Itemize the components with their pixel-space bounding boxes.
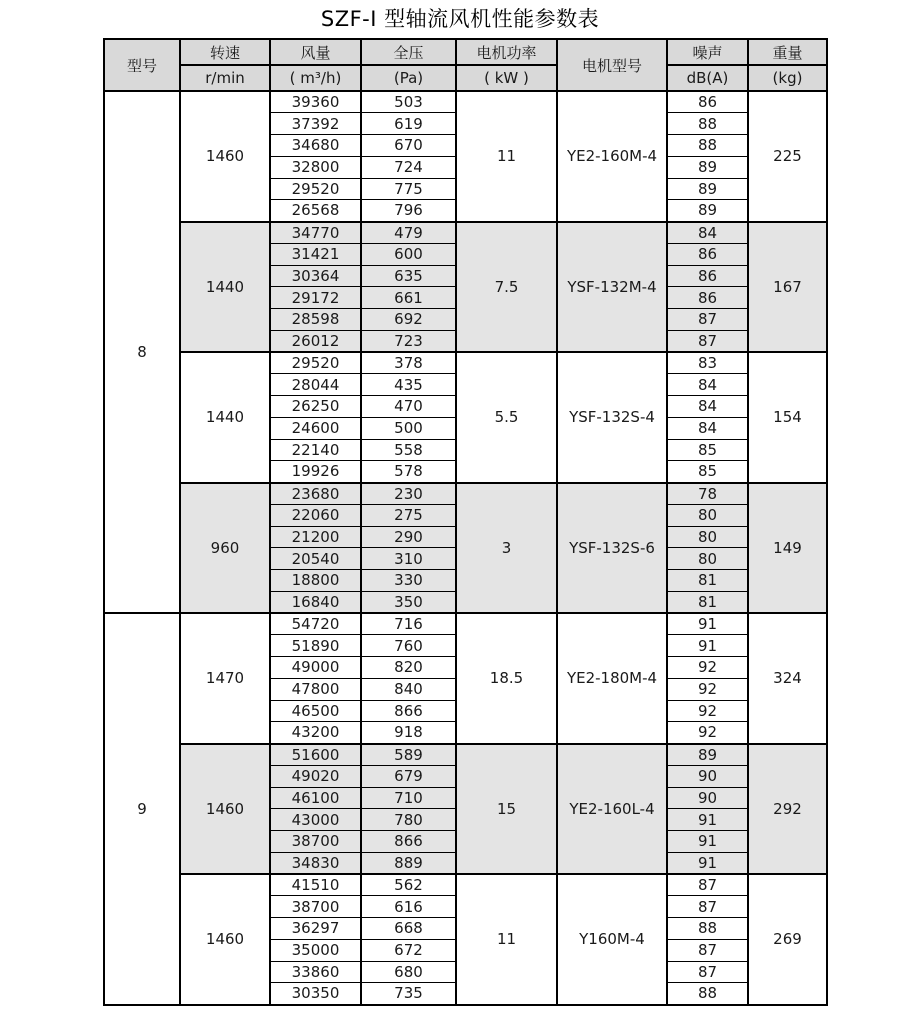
- col-header-pressure: 全压: [361, 39, 456, 65]
- pressure-cell: 290: [361, 526, 456, 548]
- pressure-cell: 716: [361, 613, 456, 635]
- noise-cell: 90: [667, 787, 748, 809]
- table-row: [104, 91, 827, 113]
- noise-cell: 87: [667, 939, 748, 961]
- power-cell: 11: [456, 874, 557, 1005]
- airflow-cell: 43000: [270, 809, 361, 831]
- pressure-cell: 635: [361, 265, 456, 287]
- noise-cell: 81: [667, 591, 748, 613]
- power-cell: 18.5: [456, 613, 557, 744]
- pressure-cell: 562: [361, 874, 456, 896]
- noise-cell: 87: [667, 330, 748, 352]
- pressure-cell: 600: [361, 243, 456, 265]
- airflow-cell: 49000: [270, 657, 361, 679]
- pressure-cell: 661: [361, 287, 456, 309]
- speed-cell: 1440: [180, 352, 270, 483]
- airflow-cell: 30350: [270, 983, 361, 1005]
- airflow-cell: 43200: [270, 722, 361, 744]
- noise-cell: 86: [667, 287, 748, 309]
- airflow-cell: 26012: [270, 330, 361, 352]
- noise-cell: 85: [667, 439, 748, 461]
- table-row: [104, 874, 827, 896]
- airflow-cell: 18800: [270, 570, 361, 592]
- noise-cell: 80: [667, 526, 748, 548]
- airflow-cell: 31421: [270, 243, 361, 265]
- power-cell: 15: [456, 744, 557, 875]
- speed-cell: 1470: [180, 613, 270, 744]
- pressure-cell: 692: [361, 309, 456, 331]
- airflow-cell: 26250: [270, 396, 361, 418]
- noise-cell: 91: [667, 809, 748, 831]
- weight-cell: 167: [748, 222, 827, 353]
- pressure-cell: 500: [361, 417, 456, 439]
- pressure-cell: 616: [361, 896, 456, 918]
- pressure-cell: 820: [361, 657, 456, 679]
- airflow-cell: 46500: [270, 700, 361, 722]
- airflow-cell: 35000: [270, 939, 361, 961]
- airflow-cell: 20540: [270, 548, 361, 570]
- airflow-cell: 19926: [270, 461, 361, 483]
- pressure-cell: 350: [361, 591, 456, 613]
- pressure-cell: 866: [361, 831, 456, 853]
- noise-cell: 81: [667, 570, 748, 592]
- airflow-cell: 26568: [270, 200, 361, 222]
- noise-cell: 89: [667, 178, 748, 200]
- table-row: [104, 744, 827, 766]
- pressure-cell: 479: [361, 222, 456, 244]
- noise-cell: 91: [667, 635, 748, 657]
- pressure-cell: 780: [361, 809, 456, 831]
- airflow-cell: 22060: [270, 504, 361, 526]
- noise-cell: 87: [667, 961, 748, 983]
- power-cell: 3: [456, 483, 557, 614]
- page-title: SZF-I 型轴流风机性能参数表: [320, 7, 600, 31]
- weight-cell: 154: [748, 352, 827, 483]
- airflow-cell: 16840: [270, 591, 361, 613]
- header-row-labels: [104, 39, 827, 65]
- speed-cell: 1460: [180, 91, 270, 222]
- pressure-cell: 760: [361, 635, 456, 657]
- noise-cell: 92: [667, 678, 748, 700]
- col-unit-airflow: ( m³/h): [270, 65, 361, 91]
- noise-cell: 92: [667, 700, 748, 722]
- airflow-cell: 34830: [270, 852, 361, 874]
- noise-cell: 87: [667, 896, 748, 918]
- power-cell: 7.5: [456, 222, 557, 353]
- airflow-cell: 28044: [270, 374, 361, 396]
- airflow-cell: 34770: [270, 222, 361, 244]
- pressure-cell: 470: [361, 396, 456, 418]
- airflow-cell: 37392: [270, 113, 361, 135]
- table-row: [104, 222, 827, 244]
- airflow-cell: 22140: [270, 439, 361, 461]
- motor-model-cell: YSF-132S-4: [557, 352, 667, 483]
- col-header-power: 电机功率: [456, 39, 557, 65]
- col-header-weight: 重量: [748, 39, 827, 65]
- motor-model-cell: YE2-160M-4: [557, 91, 667, 222]
- noise-cell: 88: [667, 135, 748, 157]
- airflow-cell: 41510: [270, 874, 361, 896]
- pressure-cell: 840: [361, 678, 456, 700]
- pressure-cell: 558: [361, 439, 456, 461]
- pressure-cell: 679: [361, 765, 456, 787]
- weight-cell: 149: [748, 483, 827, 614]
- noise-cell: 89: [667, 744, 748, 766]
- airflow-cell: 29520: [270, 352, 361, 374]
- airflow-cell: 36297: [270, 918, 361, 940]
- noise-cell: 87: [667, 309, 748, 331]
- airflow-cell: 29172: [270, 287, 361, 309]
- pressure-cell: 330: [361, 570, 456, 592]
- pressure-cell: 724: [361, 156, 456, 178]
- noise-cell: 88: [667, 918, 748, 940]
- noise-cell: 85: [667, 461, 748, 483]
- col-header-airflow: 风量: [270, 39, 361, 65]
- noise-cell: 88: [667, 113, 748, 135]
- pressure-cell: 735: [361, 983, 456, 1005]
- noise-cell: 92: [667, 722, 748, 744]
- pressure-cell: 889: [361, 852, 456, 874]
- pressure-cell: 918: [361, 722, 456, 744]
- pressure-cell: 775: [361, 178, 456, 200]
- pressure-cell: 589: [361, 744, 456, 766]
- col-unit-pressure: (Pa): [361, 65, 456, 91]
- noise-cell: 86: [667, 243, 748, 265]
- pressure-cell: 672: [361, 939, 456, 961]
- power-cell: 11: [456, 91, 557, 222]
- speed-cell: 1440: [180, 222, 270, 353]
- airflow-cell: 23680: [270, 483, 361, 505]
- pressure-cell: 796: [361, 200, 456, 222]
- pressure-cell: 866: [361, 700, 456, 722]
- noise-cell: 84: [667, 417, 748, 439]
- header-row-units: [104, 65, 827, 91]
- motor-model-cell: YSF-132S-6: [557, 483, 667, 614]
- airflow-cell: 32800: [270, 156, 361, 178]
- pressure-cell: 435: [361, 374, 456, 396]
- pressure-cell: 723: [361, 330, 456, 352]
- table-body: [104, 91, 827, 1005]
- airflow-cell: 51600: [270, 744, 361, 766]
- weight-cell: 225: [748, 91, 827, 222]
- airflow-cell: 46100: [270, 787, 361, 809]
- pressure-cell: 230: [361, 483, 456, 505]
- noise-cell: 89: [667, 156, 748, 178]
- noise-cell: 91: [667, 831, 748, 853]
- model-cell: 9: [104, 613, 180, 1005]
- noise-cell: 78: [667, 483, 748, 505]
- col-header-speed: 转速: [180, 39, 270, 65]
- airflow-cell: 38700: [270, 896, 361, 918]
- noise-cell: 88: [667, 983, 748, 1005]
- col-header-noise: 噪声: [667, 39, 748, 65]
- table-row: [104, 613, 827, 635]
- noise-cell: 83: [667, 352, 748, 374]
- pressure-cell: 378: [361, 352, 456, 374]
- noise-cell: 89: [667, 200, 748, 222]
- noise-cell: 86: [667, 91, 748, 113]
- pressure-cell: 578: [361, 461, 456, 483]
- table-header: [104, 39, 827, 91]
- noise-cell: 80: [667, 548, 748, 570]
- airflow-cell: 54720: [270, 613, 361, 635]
- airflow-cell: 30364: [270, 265, 361, 287]
- airflow-cell: 38700: [270, 831, 361, 853]
- speed-cell: 960: [180, 483, 270, 614]
- noise-cell: 80: [667, 504, 748, 526]
- fan-performance-table: [103, 38, 828, 1006]
- airflow-cell: 29520: [270, 178, 361, 200]
- noise-cell: 84: [667, 222, 748, 244]
- airflow-cell: 28598: [270, 309, 361, 331]
- pressure-cell: 710: [361, 787, 456, 809]
- airflow-cell: 34680: [270, 135, 361, 157]
- airflow-cell: 49020: [270, 765, 361, 787]
- model-cell: 8: [104, 91, 180, 613]
- noise-cell: 90: [667, 765, 748, 787]
- pressure-cell: 310: [361, 548, 456, 570]
- weight-cell: 292: [748, 744, 827, 875]
- noise-cell: 87: [667, 874, 748, 896]
- airflow-cell: 33860: [270, 961, 361, 983]
- noise-cell: 92: [667, 657, 748, 679]
- pressure-cell: 619: [361, 113, 456, 135]
- pressure-cell: 275: [361, 504, 456, 526]
- col-unit-weight: (kg): [748, 65, 827, 91]
- table-row: [104, 352, 827, 374]
- airflow-cell: 24600: [270, 417, 361, 439]
- pressure-cell: 680: [361, 961, 456, 983]
- col-unit-speed: r/min: [180, 65, 270, 91]
- pressure-cell: 668: [361, 918, 456, 940]
- motor-model-cell: YE2-180M-4: [557, 613, 667, 744]
- motor-model-cell: Y160M-4: [557, 874, 667, 1005]
- table-row: [104, 483, 827, 505]
- noise-cell: 84: [667, 396, 748, 418]
- airflow-cell: 21200: [270, 526, 361, 548]
- col-unit-noise: dB(A): [667, 65, 748, 91]
- motor-model-cell: YE2-160L-4: [557, 744, 667, 875]
- weight-cell: 269: [748, 874, 827, 1005]
- noise-cell: 91: [667, 852, 748, 874]
- col-header-model: 型号: [104, 39, 180, 91]
- airflow-cell: 51890: [270, 635, 361, 657]
- airflow-cell: 39360: [270, 91, 361, 113]
- pressure-cell: 670: [361, 135, 456, 157]
- col-unit-power: ( kW ): [456, 65, 557, 91]
- noise-cell: 91: [667, 613, 748, 635]
- noise-cell: 86: [667, 265, 748, 287]
- power-cell: 5.5: [456, 352, 557, 483]
- noise-cell: 84: [667, 374, 748, 396]
- motor-model-cell: YSF-132M-4: [557, 222, 667, 353]
- speed-cell: 1460: [180, 874, 270, 1005]
- col-header-motor-model: 电机型号: [557, 39, 667, 91]
- airflow-cell: 47800: [270, 678, 361, 700]
- speed-cell: 1460: [180, 744, 270, 875]
- weight-cell: 324: [748, 613, 827, 744]
- pressure-cell: 503: [361, 91, 456, 113]
